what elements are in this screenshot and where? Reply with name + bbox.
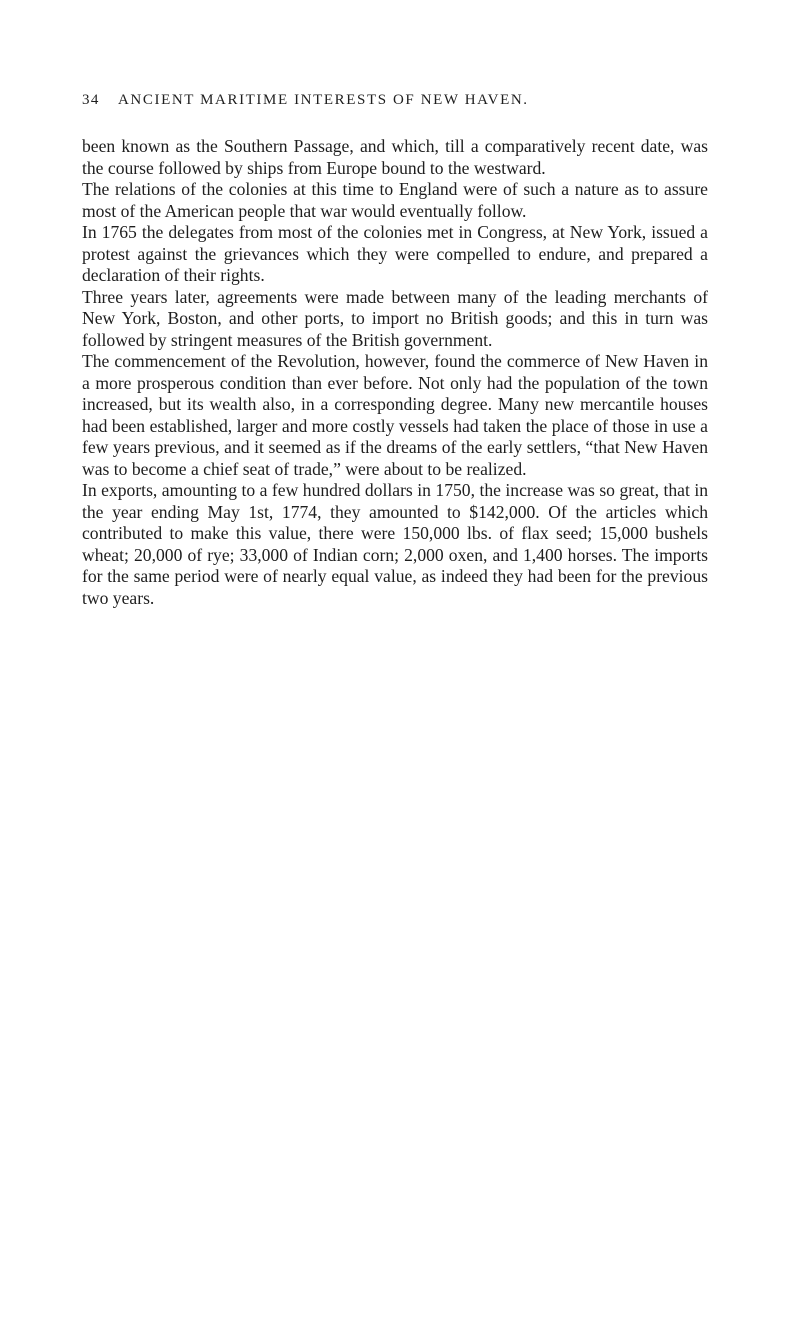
running-head-title: ANCIENT MARITIME INTERESTS OF NEW HAVEN. [118, 92, 529, 108]
book-page [82, 92, 708, 609]
paragraph: The commencement of the Revolution, however, found the commerce of New Haven in a more prosperous condition than ever before. Not only had the population of the town increased, but its wealth also, in a corresponding degree. Many new mercantile houses had been established, larger and more costly vessels had taken the place of those in use a few years previous, and it seemed as if the dreams of the early settlers, “that New Haven was to become a chief seat of trade,” were about to be realized. [82, 351, 708, 479]
page-number: 34 [82, 92, 100, 108]
paragraph: Three years later, agreements were made between many of the leading merchants of New York, Boston, and other ports, to import no British goods; and this in turn was followed by stringent measures of the British government. [82, 286, 708, 350]
paragraph: In exports, amounting to a few hundred dollars in 1750, the increase was so great, that in the year ending May 1st, 1774, they amounted to $142,000. Of the articles which contributed to make this value, there were 150,000 lbs. of flax seed; 15,000 bushels wheat; 20,000 of rye; 33,000 of Indian corn; 2,000 oxen, and 1,400 horses. The imports for the same period were of nearly equal value, as indeed they had been for the previous two years. [82, 480, 708, 608]
paragraph: In 1765 the delegates from most of the colonies met in Congress, at New York, issued a protest against the grievances which they were compelled to endure, and prepared a declaration of their rights. [82, 222, 708, 285]
body-text [82, 136, 708, 609]
paragraph: The relations of the colonies at this time to England were of such a nature as to assure most of the American people that war would eventually follow. [82, 179, 708, 221]
paragraph: been known as the Southern Passage, and which, till a comparatively recent date, was the course followed by ships from Europe bound to the westward. [82, 136, 708, 178]
running-head [82, 92, 708, 116]
